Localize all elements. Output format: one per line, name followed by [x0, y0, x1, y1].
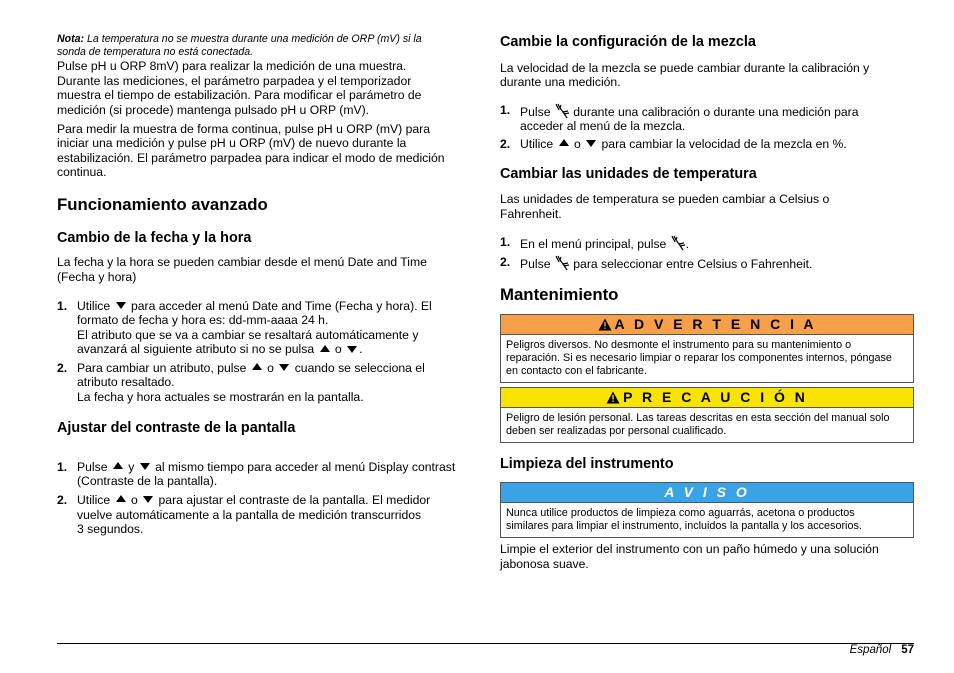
down-arrow-icon — [140, 463, 150, 470]
notice-box: A V I S O Nunca utilice productos de limpieza como aguarrás, acetona o productos similares para limpiar el instrumento, incluidos la pantalla y los accesorios. — [500, 482, 914, 538]
list-item: 1. En el menú principal, pulse . — [500, 234, 690, 251]
list-item: 1. Utilice para acceder al menú Date and Time (Fecha y hora). El formato de fecha y hora es: dd-mm-aaaa 24 h. El atributo que se va a cambiar se resaltará automáticamente y avanzará al siguiente atributo si no se pulsa o . — [57, 298, 432, 357]
list-item: 2. Pulse para seleccionar entre Celsius o Fahrenheit. — [500, 255, 813, 271]
tool-key-icon — [670, 235, 686, 251]
paragraph-line: Las unidades de temperatura se pueden cambiar a Celsius o — [500, 192, 830, 206]
footer — [850, 643, 914, 657]
note-line-2: sonda de temperatura no está conectada. — [57, 46, 254, 58]
down-arrow-icon — [586, 140, 596, 147]
up-arrow-icon — [559, 139, 569, 146]
notice-title: A V I S O — [501, 483, 913, 503]
list-item: 2. Utilice o para cambiar la velocidad de la mezcla en %. — [500, 137, 847, 151]
note: Nota: La temperatura no se muestra durante una medición de ORP (mV) si la — [57, 33, 422, 45]
list-item: 2. Para cambiar un atributo, pulse o cuando se selecciona el atributo resaltado. La fecha y hora actuales se mostrarán en la pantalla. — [57, 360, 425, 404]
list-item: 1. Pulse y al mismo tiempo para acceder al menú Display contrast (Contraste de la pantalla). — [57, 459, 456, 489]
up-arrow-icon — [320, 345, 330, 352]
paragraph-line: (Fecha y hora) — [57, 269, 137, 284]
up-arrow-icon — [113, 462, 123, 469]
paragraph-line: continua. — [57, 165, 107, 180]
heading-contrast: Ajustar del contraste de la pantalla — [57, 420, 296, 436]
warning-triangle-icon — [598, 318, 612, 331]
paragraph-line: muestra el tiempo de estabilización. Para modificar el parámetro de — [57, 88, 422, 103]
up-arrow-icon — [116, 495, 126, 502]
heading-advanced: Funcionamiento avanzado — [57, 195, 268, 214]
paragraph-line: La velocidad de la mezcla se puede cambiar durante la calibración y — [500, 60, 870, 75]
warning-title: A D V E R T E N C I A — [614, 316, 817, 332]
paragraph-line: medición (si procede) mantenga pulsado pH u ORP (mV). — [57, 102, 370, 117]
heading-temperature: Cambiar las unidades de temperatura — [500, 166, 757, 182]
heading-cleaning: Limpieza del instrumento — [500, 456, 674, 472]
heading-mix: Cambie la configuración de la mezcla — [500, 34, 756, 50]
footer-divider — [57, 643, 914, 644]
paragraph-line: estabilización. El parámetro parpadea para indicar el modo de medición — [57, 150, 445, 165]
footer-language: Español — [849, 644, 892, 656]
paragraph-line: Fahrenheit. — [500, 206, 562, 221]
heading-maintenance: Mantenimiento — [500, 285, 619, 304]
down-arrow-icon — [116, 302, 126, 309]
tool-key-icon — [554, 103, 570, 119]
warning-triangle-icon — [606, 391, 620, 404]
up-arrow-icon — [252, 363, 262, 370]
paragraph-line: Limpie el exterior del instrumento con un paño húmedo y una solución — [500, 542, 879, 556]
list-item: 2. Utilice o para ajustar el contraste de la pantalla. El medidor vuelve automáticamente a la pantalla de medición transcurridos 3 segundos. — [57, 493, 431, 537]
paragraph-line: La fecha y la hora se pueden cambiar desde el menú Date and Time — [57, 255, 427, 269]
list-item: 1. Pulse durante una calibración o durante una medición para acceder al menú de la mezcla. — [500, 102, 859, 134]
page-number: 57 — [901, 644, 914, 656]
warning-box: A D V E R T E N C I A Peligros diversos. No desmonte el instrumento para su mantenimiento o reparación. Si es necesario limpiar o reparar los componentes internos, póngase en contacto con el fabricante. — [500, 314, 914, 383]
heading-date: Cambio de la fecha y la hora — [57, 230, 252, 246]
down-arrow-icon — [279, 364, 289, 371]
paragraph-line: Pulse pH u ORP 8mV) para realizar la medición de una muestra. — [57, 59, 407, 73]
paragraph-line: Durante las mediciones, el parámetro parpadea y el temporizador — [57, 73, 412, 88]
paragraph-line: iniciar una medición y pulse pH u ORP (mV) de nuevo durante la — [57, 136, 407, 151]
down-arrow-icon — [143, 496, 153, 503]
paragraph-line: durante una medición. — [500, 75, 621, 90]
paragraph-line: jabonosa suave. — [500, 556, 589, 571]
down-arrow-icon — [347, 346, 357, 353]
tool-key-icon — [554, 255, 570, 271]
caution-title: P R E C A U C I Ó N — [623, 389, 808, 405]
caution-box: P R E C A U C I Ó N Peligro de lesión personal. Las tareas descritas en esta sección del manual solo deben ser realizadas por personal cualificado. — [500, 387, 914, 443]
paragraph-line: Para medir la muestra de forma continua, pulse pH u ORP (mV) para — [57, 121, 431, 136]
